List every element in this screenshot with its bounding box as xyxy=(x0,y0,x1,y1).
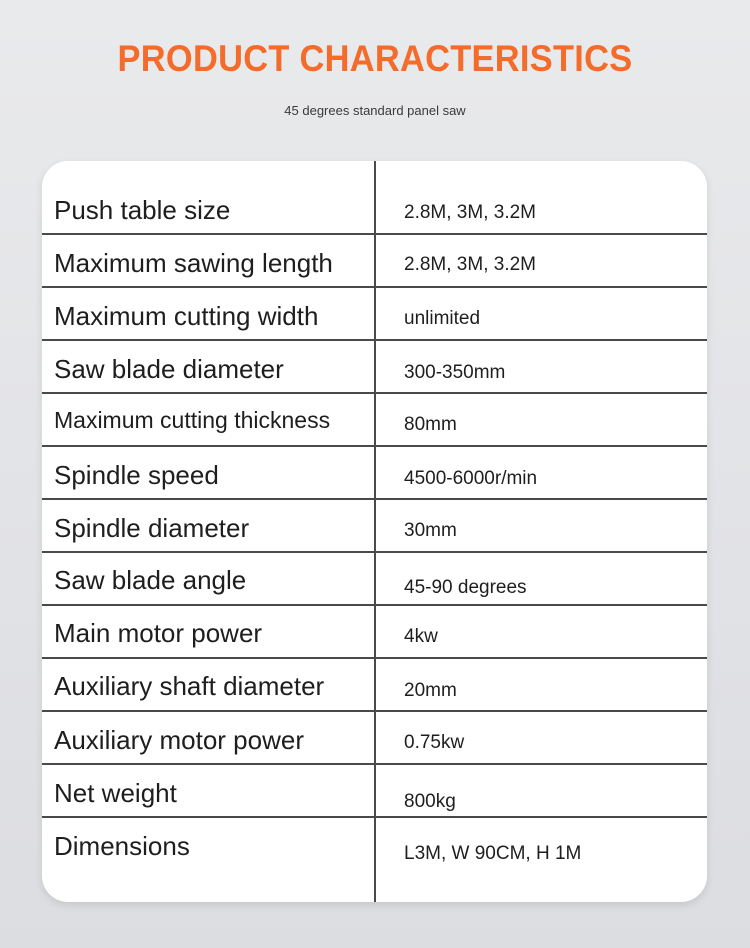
spec-row-saw-blade-angle xyxy=(42,553,707,606)
spec-label: Net weight xyxy=(54,778,177,808)
spec-row-dimensions xyxy=(42,818,707,902)
spec-label: Spindle speed xyxy=(54,460,219,490)
spec-label: Spindle diameter xyxy=(54,513,250,543)
spec-value: 80mm xyxy=(404,414,457,435)
spec-value: L3M, W 90CM, H 1M xyxy=(404,843,582,864)
spec-value: 20mm xyxy=(404,680,457,701)
spec-row-saw-blade-diameter xyxy=(42,341,707,394)
spec-label: Maximum cutting thickness xyxy=(54,407,331,433)
spec-row-max-cutting-thickness xyxy=(42,394,707,447)
spec-label: Maximum sawing length xyxy=(54,248,333,278)
spec-value: 45-90 degrees xyxy=(404,577,527,598)
spec-row-spindle-diameter xyxy=(42,500,707,553)
spec-value: 4kw xyxy=(404,626,438,647)
spec-value: 2.8M, 3M, 3.2M xyxy=(404,202,536,223)
spec-label: Saw blade diameter xyxy=(54,354,284,384)
page-title: PRODUCT CHARACTERISTICS xyxy=(117,38,633,79)
spec-label: Push table size xyxy=(54,195,231,225)
spec-row-aux-shaft-diameter xyxy=(42,659,707,712)
spec-value: 800kg xyxy=(404,791,456,812)
spec-label: Maximum cutting width xyxy=(54,301,319,331)
spec-value: 0.75kw xyxy=(404,732,465,753)
spec-row-net-weight xyxy=(42,765,707,818)
spec-label: Main motor power xyxy=(54,618,263,648)
spec-row-push-table-size xyxy=(42,161,707,235)
spec-value: 30mm xyxy=(404,520,457,541)
spec-table xyxy=(42,161,707,902)
spec-row-main-motor-power xyxy=(42,606,707,659)
spec-label: Saw blade angle xyxy=(54,565,247,595)
spec-label: Dimensions xyxy=(54,831,190,861)
spec-label: Auxiliary shaft diameter xyxy=(54,671,325,701)
spec-row-max-cutting-width xyxy=(42,288,707,341)
spec-value: 2.8M, 3M, 3.2M xyxy=(404,254,536,275)
spec-label: Auxiliary motor power xyxy=(54,725,304,755)
page-subtitle: 45 degrees standard panel saw xyxy=(284,103,466,118)
spec-row-aux-motor-power xyxy=(42,712,707,765)
spec-value: 300-350mm xyxy=(404,362,506,383)
spec-value: 4500-6000r/min xyxy=(404,468,538,489)
spec-row-spindle-speed xyxy=(42,447,707,500)
spec-row-max-sawing-length xyxy=(42,235,707,288)
spec-value: unlimited xyxy=(404,308,481,329)
